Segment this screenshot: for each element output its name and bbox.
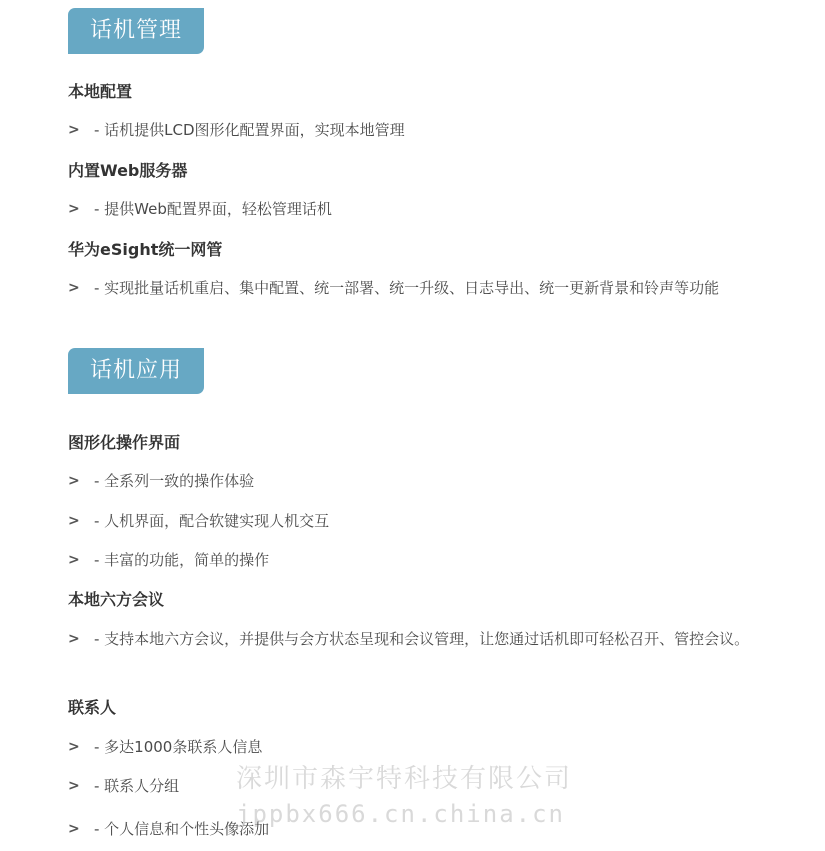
heading-web-server: 内置Web服务器 <box>68 161 188 180</box>
watermark-url: jppbx666.cn.china.cn <box>236 800 565 828</box>
list-item-text: - 话机提供LCD图形化配置界面，实现本地管理 <box>94 121 405 139</box>
heading-contacts: 联系人 <box>68 698 117 717</box>
arrow-icon: > <box>68 631 80 647</box>
arrow-icon: > <box>68 513 80 529</box>
arrow-icon: > <box>68 739 80 755</box>
list-item <box>68 624 808 654</box>
list-item-text: - 提供Web配置界面，轻松管理话机 <box>94 200 332 218</box>
list-item-text: - 全系列一致的操作体验 <box>94 472 255 490</box>
list-item-text: - 丰富的功能，简单的操作 <box>94 551 270 569</box>
list-item-text: - 实现批量话机重启、集中配置、统一部署、统一升级、日志导出、统一更新背景和铃声等功能 <box>94 279 720 297</box>
arrow-icon: > <box>68 821 80 837</box>
list-item <box>68 273 808 303</box>
list-item-text: - 多达1000条联系人信息 <box>94 738 263 756</box>
heading-graphical-ui: 图形化操作界面 <box>68 433 181 452</box>
section-title-phone-management: 话机管理 <box>68 8 204 54</box>
heading-esight: 华为eSight统一网管 <box>68 240 223 259</box>
arrow-icon: > <box>68 122 80 138</box>
list-item-text: - 个人信息和个性头像添加 <box>94 820 270 838</box>
watermark-company: 深圳市森宇特科技有限公司 <box>236 764 573 794</box>
section-title-phone-application: 话机应用 <box>68 348 204 394</box>
arrow-icon: > <box>68 473 80 489</box>
list-item <box>68 466 808 496</box>
arrow-icon: > <box>68 778 80 794</box>
list-item-text: - 支持本地六方会议，并提供与会方状态呈现和会议管理，让您通过话机即可轻松召开、管控会议。 <box>94 630 750 648</box>
arrow-icon: > <box>68 201 80 217</box>
list-item <box>68 194 808 224</box>
heading-six-party-conference: 本地六方会议 <box>68 590 165 609</box>
arrow-icon: > <box>68 552 80 568</box>
list-item-text: - 联系人分组 <box>94 777 180 795</box>
list-item-text: - 人机界面，配合软键实现人机交互 <box>94 512 330 530</box>
arrow-icon: > <box>68 280 80 296</box>
list-item <box>68 506 808 536</box>
list-item <box>68 545 808 575</box>
heading-local-config: 本地配置 <box>68 82 133 101</box>
list-item <box>68 115 808 145</box>
